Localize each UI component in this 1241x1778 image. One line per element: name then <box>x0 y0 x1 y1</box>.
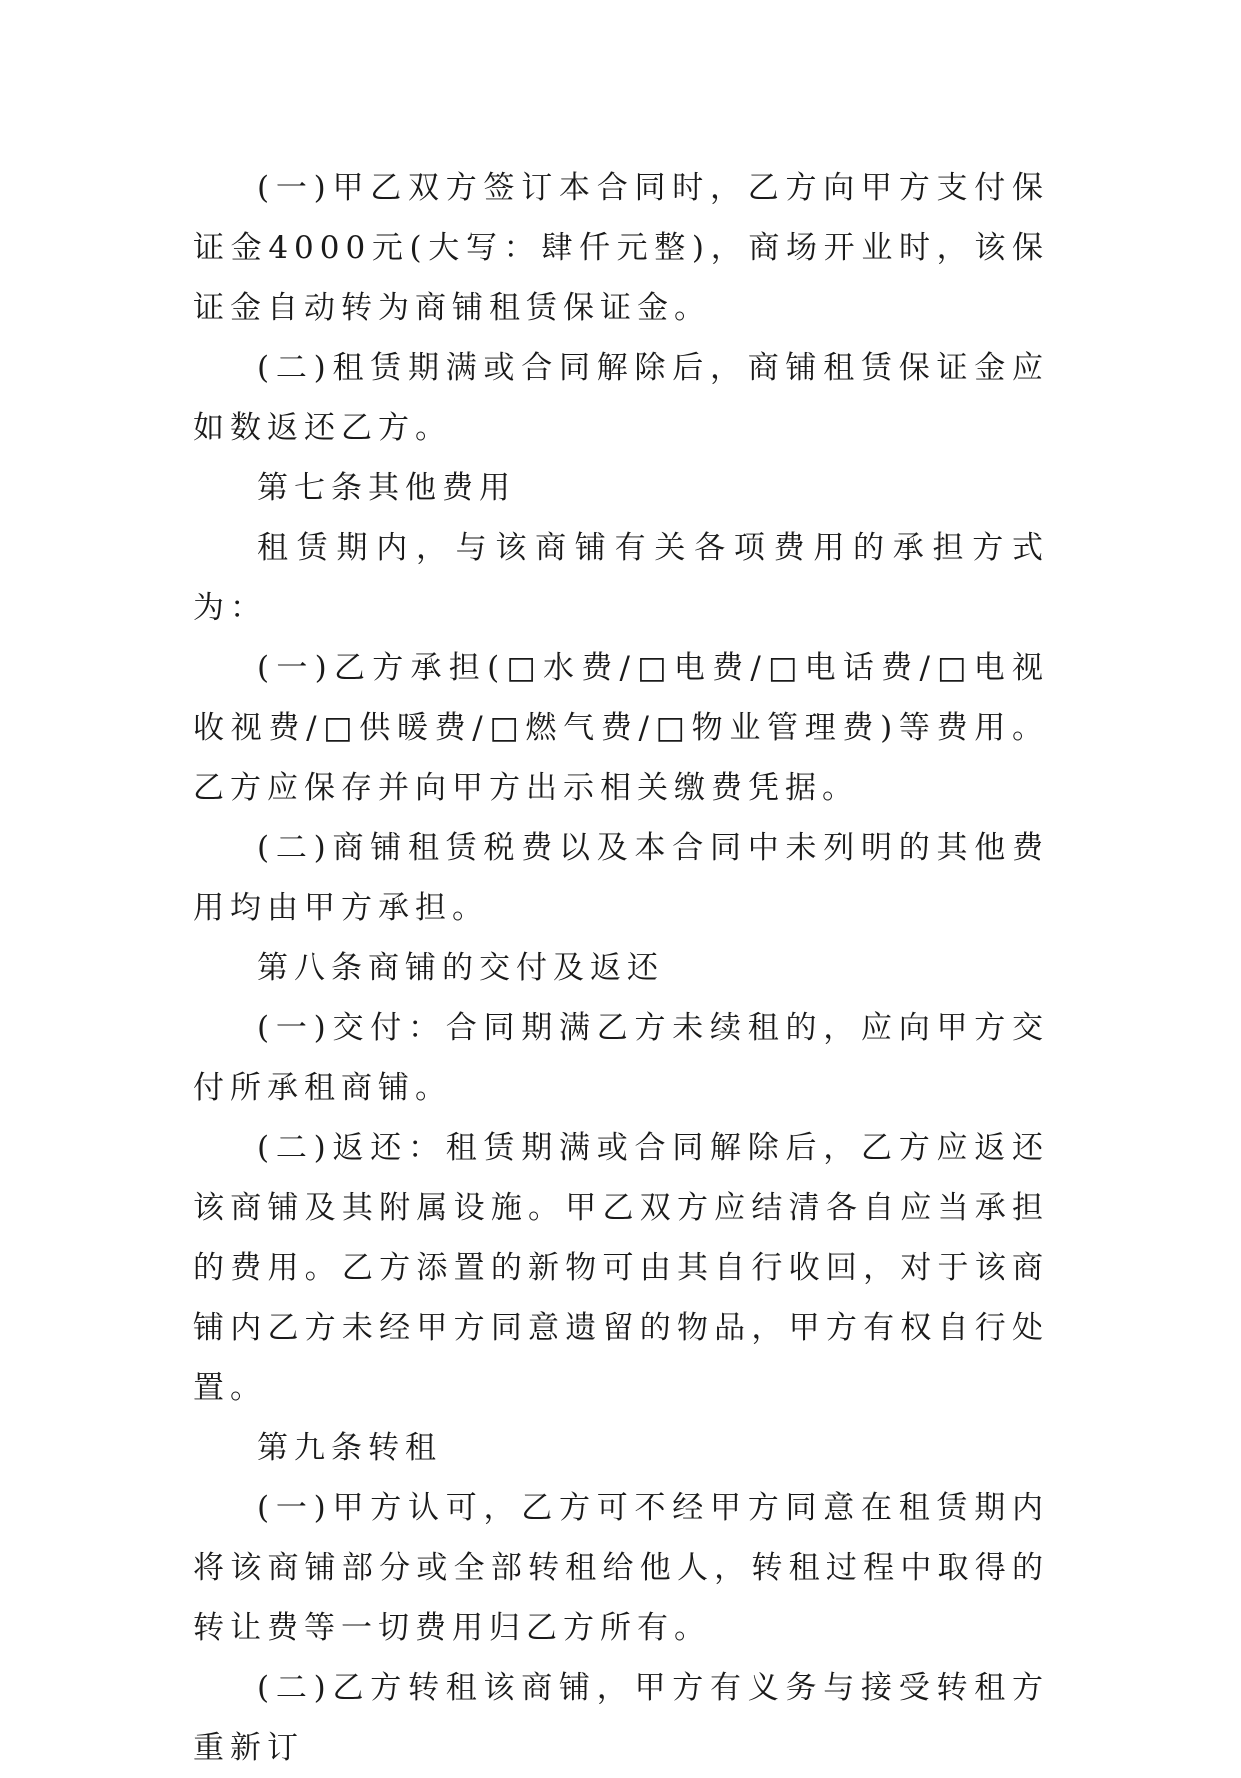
paragraph-sublease-obligation: (二)乙方转租该商铺，甲方有义务与接受转租方重新订 <box>193 1670 1049 1766</box>
document-body <box>193 158 1049 1778</box>
heading-article-9: 第九条转租 <box>257 1430 442 1466</box>
heading-article-8: 第八条商铺的交付及返还 <box>257 950 664 986</box>
paragraph-fees-intro: 租赁期内，与该商铺有关各项费用的承担方式为： <box>193 530 1049 626</box>
paragraph-deposit-return: (二)租赁期满或合同解除后，商铺租赁保证金应如数返还乙方。 <box>193 350 1049 446</box>
paragraph-tenant-fees: (一)乙方承担(□水费/□电费/□电话费/□电视收视费/□供暖费/□燃气费/□物业管理费)等费用。乙方应保存并向甲方出示相关缴费凭据。 <box>193 650 1049 806</box>
heading-article-7: 第七条其他费用 <box>257 470 516 506</box>
paragraph-deposit-payment: (一)甲乙双方签订本合同时，乙方向甲方支付保证金4000元(大写：肆仟元整)，商场开业时，该保证金自动转为商铺租赁保证金。 <box>193 170 1049 326</box>
paragraph-landlord-fees: (二)商铺租赁税费以及本合同中未列明的其他费用均由甲方承担。 <box>193 830 1049 926</box>
paragraph-return: (二)返还：租赁期满或合同解除后，乙方应返还该商铺及其附属设施。甲乙双方应结清各自应当承担的费用。乙方添置的新物可由其自行收回，对于该商铺内乙方未经甲方同意遗留的物品，甲方有权自行处置。 <box>193 1130 1049 1406</box>
paragraph-delivery: (一)交付：合同期满乙方未续租的，应向甲方交付所承租商铺。 <box>193 1010 1049 1106</box>
paragraph-sublease-consent: (一)甲方认可，乙方可不经甲方同意在租赁期内将该商铺部分或全部转租给他人，转租过程中取得的转让费等一切费用归乙方所有。 <box>193 1490 1049 1646</box>
